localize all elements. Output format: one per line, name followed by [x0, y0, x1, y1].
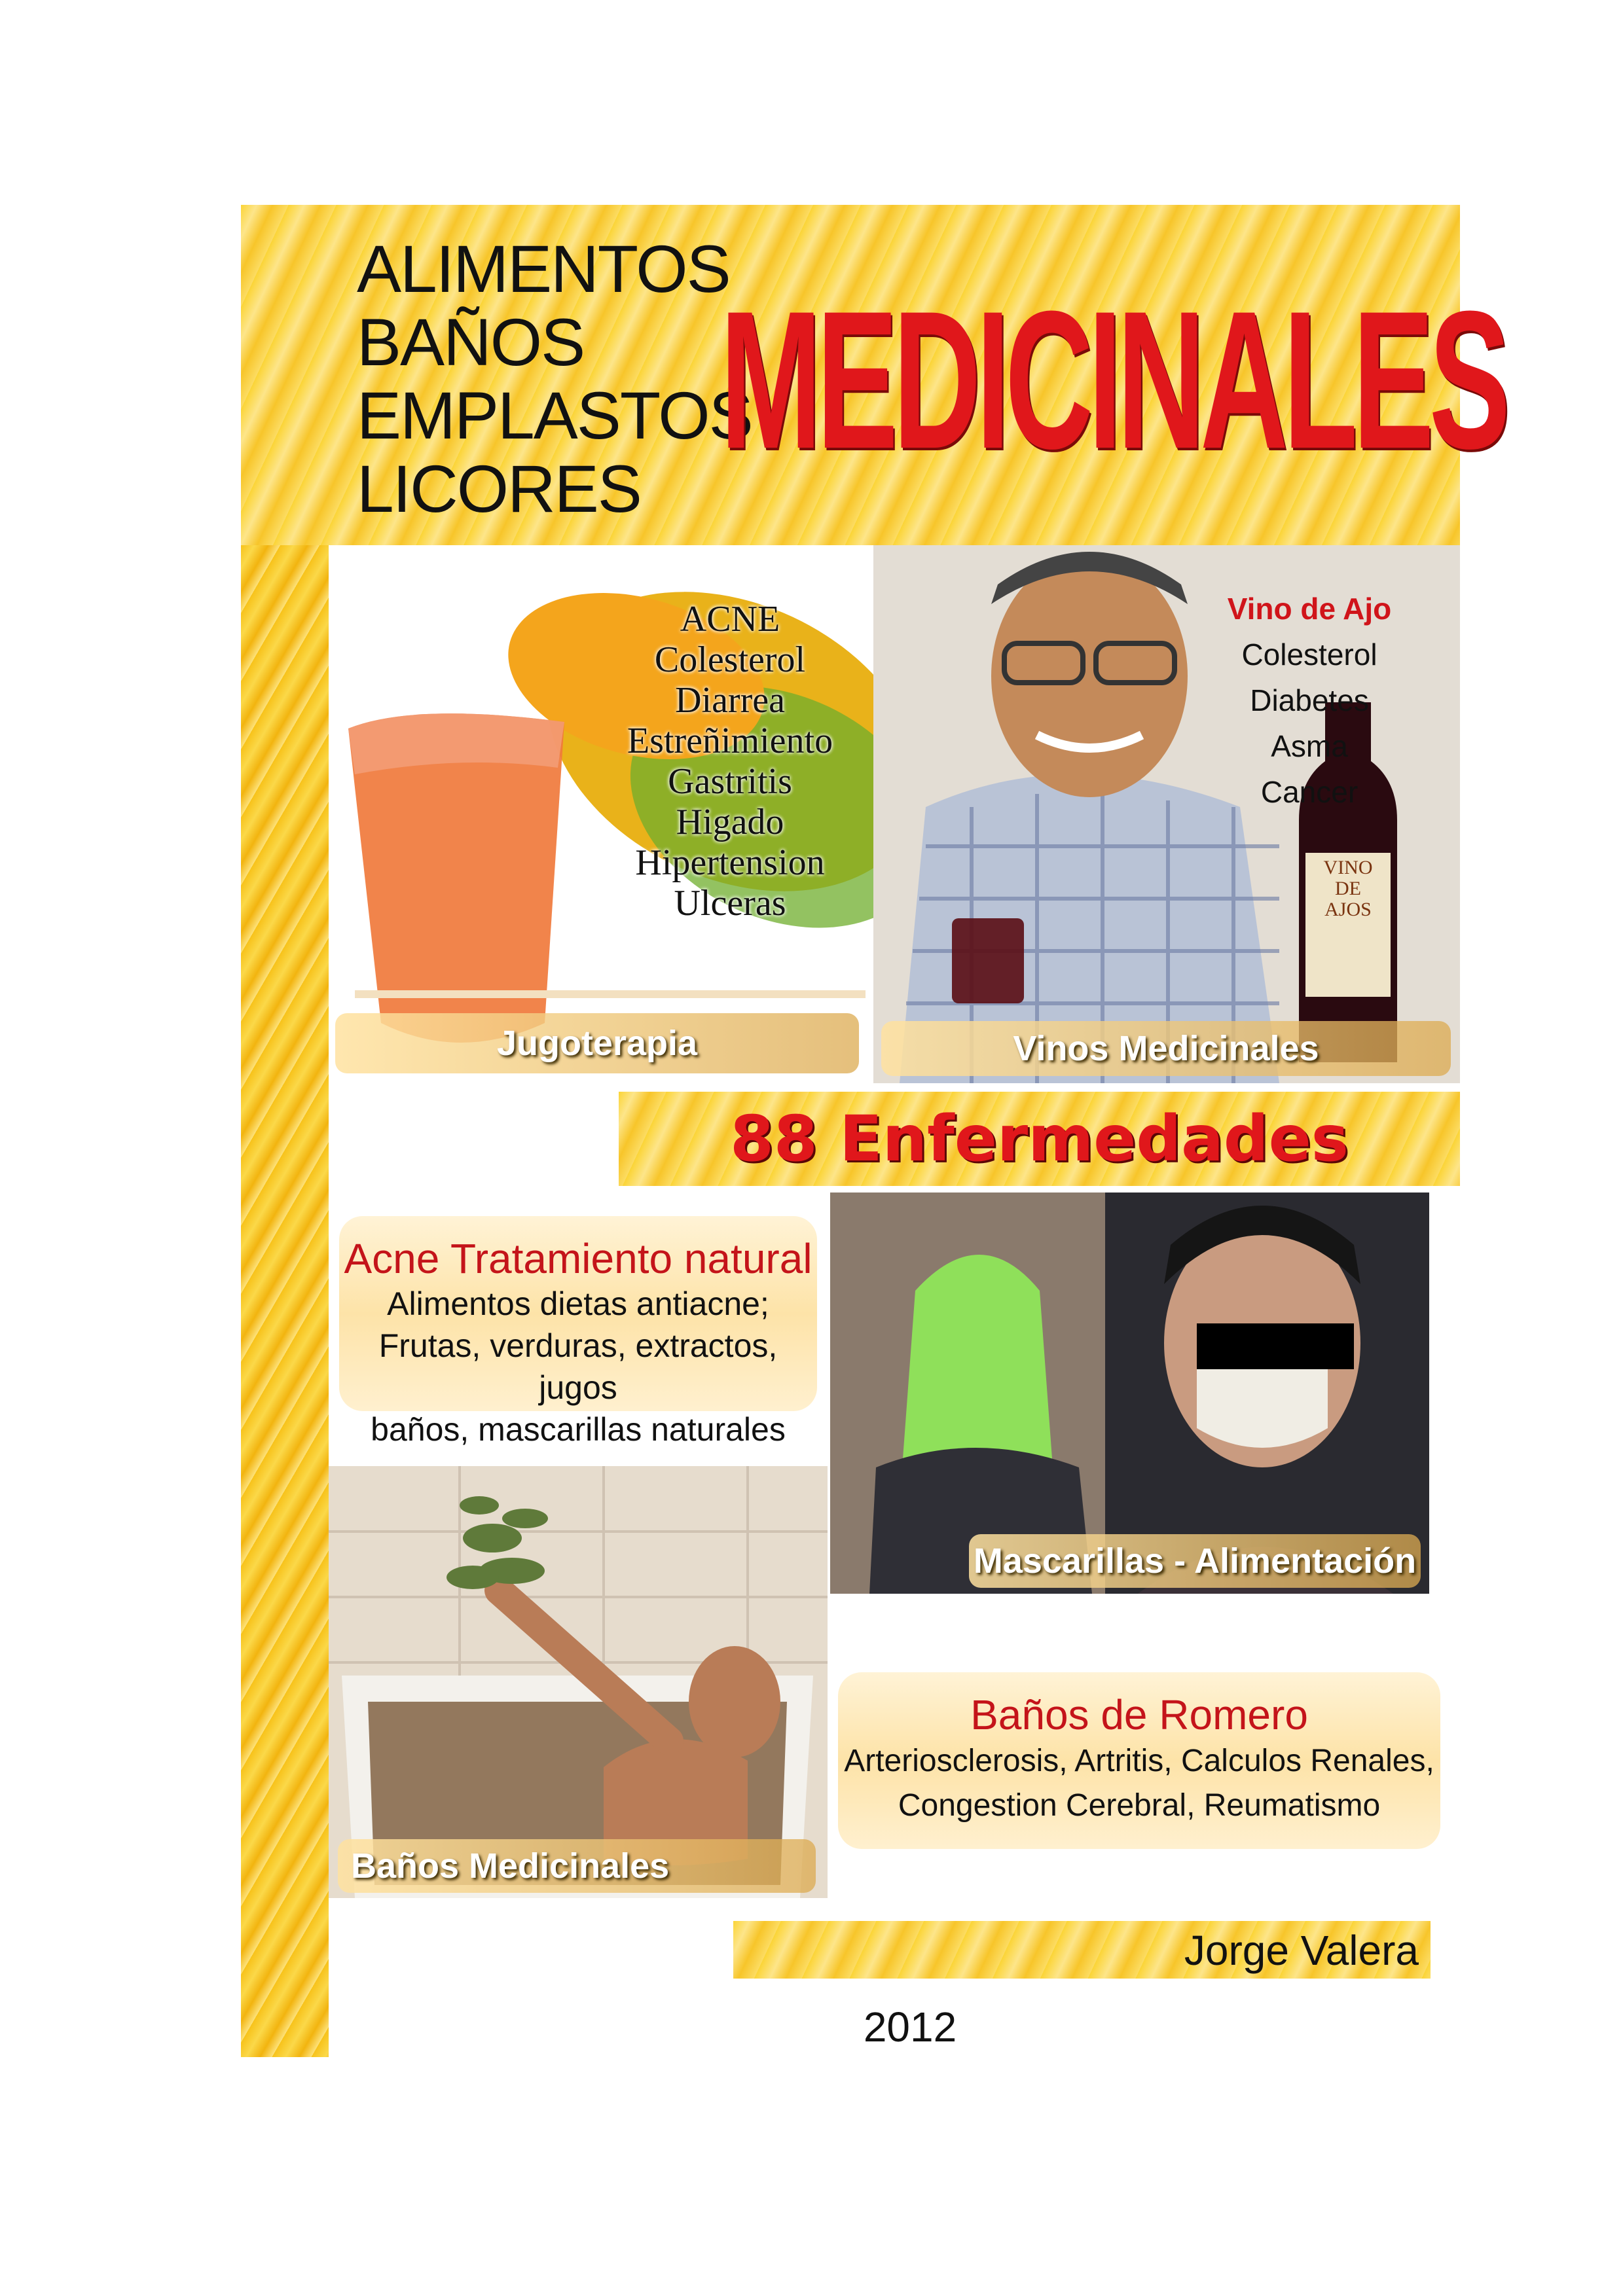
banos-medicinales-label: Baños Medicinales — [338, 1839, 816, 1893]
disease-item: Cancer — [1260, 775, 1359, 809]
jugoterapia-diseases — [593, 599, 867, 924]
author-name: Jorge Valera — [1184, 1927, 1419, 1974]
author-bar — [733, 1921, 1431, 1979]
diseases-count-text: 88 Enfermedades — [730, 1102, 1349, 1175]
bottle-text: AJOS — [1324, 899, 1372, 920]
disease-item: Colesterol — [654, 639, 806, 680]
disease-item: Higado — [676, 802, 784, 842]
disease-item: Hipertension — [635, 842, 825, 883]
disease-item: Diarrea — [675, 680, 785, 721]
disease-item: Ulceras — [674, 883, 786, 924]
acne-line: Alimentos dietas antiacne; — [387, 1285, 769, 1322]
vinos-diseases — [1211, 586, 1408, 815]
disease-item: Gastritis — [668, 761, 792, 802]
acne-info-box — [339, 1216, 817, 1448]
disease-item: Estreñimiento — [627, 721, 833, 761]
topic-banos: BAÑOS — [357, 305, 585, 380]
romero-line: Arteriosclerosis, Artritis, Calculos Renales, — [844, 1744, 1434, 1778]
acne-line: Frutas, verduras, extractos, jugos — [378, 1327, 778, 1406]
topic-licores: LICORES — [357, 452, 641, 526]
disease-item: Asma — [1271, 729, 1348, 763]
header-topics — [357, 232, 752, 526]
herbal-bath-illustration — [329, 1466, 828, 1898]
topic-alimentos: ALIMENTOS — [357, 232, 730, 306]
vinos-label: Vinos Medicinales — [881, 1021, 1451, 1076]
bottle-text: VINO — [1323, 857, 1373, 878]
romero-line: Congestion Cerebral, Reumatismo — [898, 1788, 1381, 1823]
topic-emplastos: EMPLASTOS — [357, 378, 752, 453]
diseases-count-banner — [619, 1092, 1460, 1186]
vino-title: Vino de Ajo — [1227, 592, 1392, 626]
publication-year: 2012 — [863, 2003, 957, 2051]
cover-title: MEDICINALES — [720, 270, 1506, 490]
romero-title: Baños de Romero — [970, 1691, 1308, 1738]
disease-item: ACNE — [680, 599, 780, 639]
vino-bottle-label — [1305, 857, 1391, 920]
romero-info-box — [838, 1672, 1440, 1849]
disease-item: Colesterol — [1241, 637, 1377, 672]
banos-medicinales-photo — [329, 1466, 828, 1898]
disease-item: Diabetes — [1250, 683, 1369, 717]
acne-title: Acne Tratamiento natural — [344, 1235, 812, 1282]
jugoterapia-label: Jugoterapia — [335, 1013, 859, 1073]
mascarillas-label: Mascarillas - Alimentación — [969, 1534, 1421, 1588]
acne-line: baños, mascarillas naturales — [371, 1411, 786, 1448]
bottle-text: DE — [1335, 878, 1361, 899]
